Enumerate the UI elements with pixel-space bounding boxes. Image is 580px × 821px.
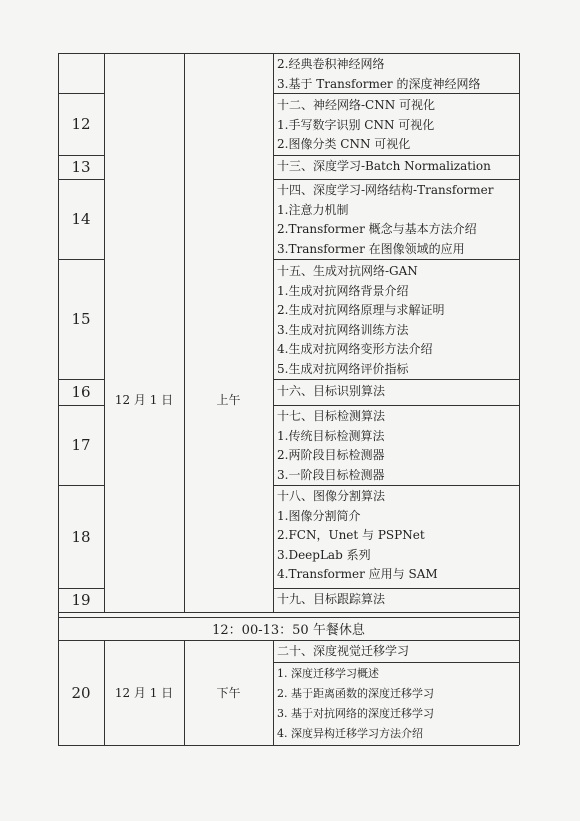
content-cell: [277, 157, 491, 177]
row-number: 16: [71, 383, 91, 401]
content-cell: [277, 407, 385, 485]
afternoon-period: 下午: [216, 686, 241, 700]
content-line: 4.Transformer 应用与 SAM: [277, 567, 438, 581]
content-cell: [277, 181, 494, 259]
content-line: 十六、目标识别算法: [277, 384, 386, 398]
content-line: 3. 基于对抗网络的深度迁移学习: [277, 707, 434, 720]
content-line: 2.图像分类 CNN 可视化: [277, 137, 411, 151]
row-divider: [58, 53, 519, 54]
content-line: 2.经典卷积神经网络: [277, 57, 385, 71]
row-divider: [273, 405, 519, 406]
afternoon-date: 12 月 1 日: [114, 686, 174, 700]
content-cell: [277, 96, 435, 155]
content-line: 十九、目标跟踪算法: [277, 592, 386, 606]
content-line: 3.生成对抗网络训练方法: [277, 322, 409, 337]
row-divider: [58, 745, 519, 746]
content-line: 2.Transformer 概念与基本方法介绍: [277, 222, 477, 236]
content-line: 2.FCN，Unet 与 PSPNet: [277, 528, 425, 542]
column-divider: [273, 53, 274, 612]
row-number: 19: [71, 591, 91, 609]
row-divider: [273, 179, 519, 180]
row-number: 20: [71, 683, 91, 702]
content-line: 3.DeepLab 系列: [277, 547, 371, 562]
row-divider: [58, 612, 519, 613]
row-divider: [273, 259, 519, 260]
content-line: 2.生成对抗网络原理与求解证明: [277, 303, 445, 317]
content-line: 1.注意力机制: [277, 202, 349, 217]
content-cell: [277, 590, 385, 610]
content-cell: [277, 487, 438, 585]
content-line: 十七、目标检测算法: [277, 409, 386, 423]
column-divider: [184, 53, 185, 612]
content-line: 1.图像分割简介: [277, 508, 361, 523]
column-divider: [273, 640, 274, 745]
content-cell: [277, 642, 409, 662]
content-line: 十三、深度学习-Batch Normalization: [277, 159, 491, 173]
lunch-break-row: 12：00-13：50 午餐休息: [212, 623, 365, 638]
column-divider: [519, 53, 520, 745]
column-divider: [104, 53, 105, 612]
content-line: 2.两阶段目标检测器: [277, 448, 385, 462]
content-line: 十五、生成对抗网络-GAN: [277, 264, 418, 278]
row-divider: [273, 155, 519, 156]
row-divider: [273, 662, 519, 663]
content-line: 3.Transformer 在图像领域的应用: [277, 241, 465, 256]
content-line: 4.生成对抗网络变形方法介绍: [277, 342, 433, 356]
row-divider: [273, 379, 519, 380]
row-number: 15: [71, 310, 91, 328]
content-line: 5.生成对抗网络评价指标: [277, 361, 409, 376]
content-line: 十八、图像分割算法: [277, 489, 386, 503]
content-cell: [277, 262, 444, 379]
row-number: 13: [71, 158, 91, 176]
row-divider: [273, 485, 519, 486]
content-line: 3.一阶段目标检测器: [277, 467, 385, 482]
content-line: 1. 深度迁移学习概述: [277, 667, 379, 680]
content-line: 十二、神经网络-CNN 可视化: [277, 98, 436, 112]
content-cell: [277, 382, 385, 402]
content-cell: [277, 664, 434, 744]
row-number: 12: [71, 115, 91, 133]
content-line: 1.传统目标检测算法: [277, 428, 385, 443]
content-line: 1.手写数字识别 CNN 可视化: [277, 117, 435, 132]
content-line: 十四、深度学习-网络结构-Transformer: [277, 183, 494, 197]
row-number: 14: [71, 210, 91, 228]
row-number: 18: [71, 527, 91, 546]
content-line: 二十、深度视觉迁移学习: [277, 644, 410, 658]
morning-period: 上午: [216, 392, 241, 407]
row-divider: [273, 588, 519, 589]
morning-date: 12 月 1 日: [114, 392, 174, 407]
content-cell: [277, 55, 480, 94]
content-line: 1.生成对抗网络背景介绍: [277, 283, 409, 298]
content-line: 4. 深度异构迁移学习方法介绍: [277, 727, 423, 740]
content-line: 2. 基于距离函数的深度迁移学习: [277, 687, 434, 700]
row-number: 17: [71, 436, 91, 454]
content-line: 3.基于 Transformer 的深度神经网络: [277, 76, 481, 91]
